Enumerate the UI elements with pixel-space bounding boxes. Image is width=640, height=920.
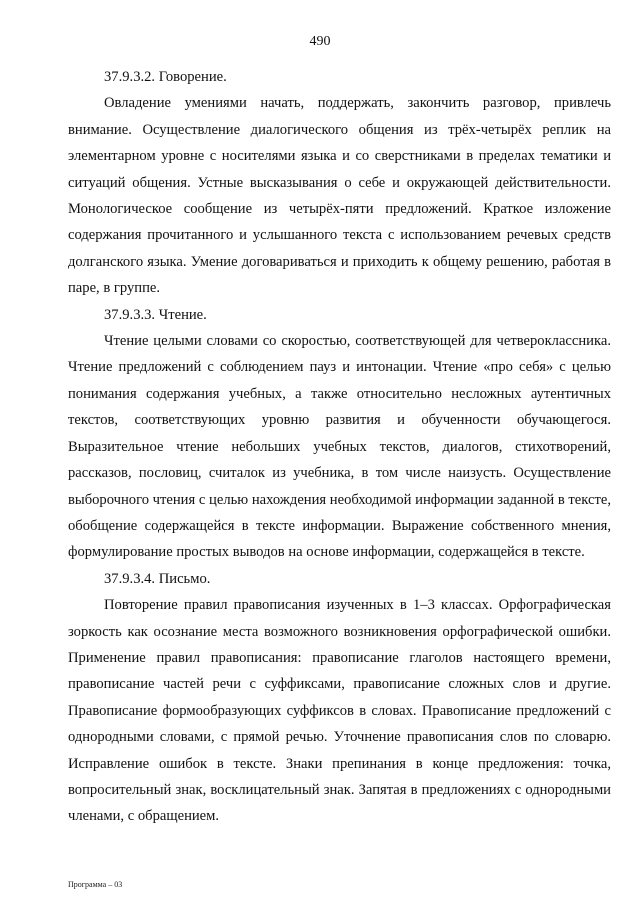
footer-label: Программа – 03 <box>68 880 123 889</box>
paragraph-reading: Чтение целыми словами со скоростью, соответствующей для четвероклассника. Чтение предложений с соблюдением пауз и интонации. Чтение «про себя» с целью понимания содержания учебных, а также относительно несложных аутентичных текстов, соответствующих уровню развития и обученности обучающегося. Выразительное чтение небольших учебных текстов, диалогов, стихотворений, рассказов, пословиц, считалок из учебника, в том числе наизусть. Осуществление выборочного чтения с целью нахождения необходимой информации заданной в тексте, обобщение содержащейся в тексте информации. Выражение собственного мнения, формулирование простых выводов на основе информации, содержащейся в тексте. <box>68 333 611 561</box>
paragraph-writing: Повторение правил правописания изученных в 1–3 классах. Орфографическая зоркость как осознание места возможного возникновения орфографической ошибки. Применение правил правописания: правописание глаголов настоящего времени, правописание частей речи с суффиксами, правописание сложных слов и другие. Правописание формообразующих суффиксов в словах. Правописание предложений с однородными словами, с прямой речью. Уточнение правописания слов по словарю. Исправление ошибок в тексте. Знаки препинания в конце предложения: точка, вопросительный знак, восклицательный знак. Запятая в предложениях с однородными членами, с обращением. <box>68 597 611 825</box>
section-heading-speaking: 37.9.3.2. Говорение. <box>104 69 227 85</box>
section-heading-writing: 37.9.3.4. Письмо. <box>104 570 211 587</box>
section-heading-reading: 37.9.3.3. Чтение. <box>104 306 207 323</box>
paragraph-speaking: Овладение умениями начать, поддержать, закончить разговор, привлечь внимание. Осуществление диалогического общения из трёх-четырёх реплик на элементарном уровне с носителями языка и со сверстниками в пределах тематики и ситуаций общения. Устные высказывания о себе и окружающей действительности. Монологическое сообщение из четырёх-пяти предложений. Краткое изложение содержания прочитанного и услышанного текста с использованием речевых средств долганского языка. Умение договариваться и приходить к общему решению, работая в паре, в группе. <box>68 95 611 297</box>
document-body <box>68 64 611 830</box>
page-number: 490 <box>309 34 331 49</box>
